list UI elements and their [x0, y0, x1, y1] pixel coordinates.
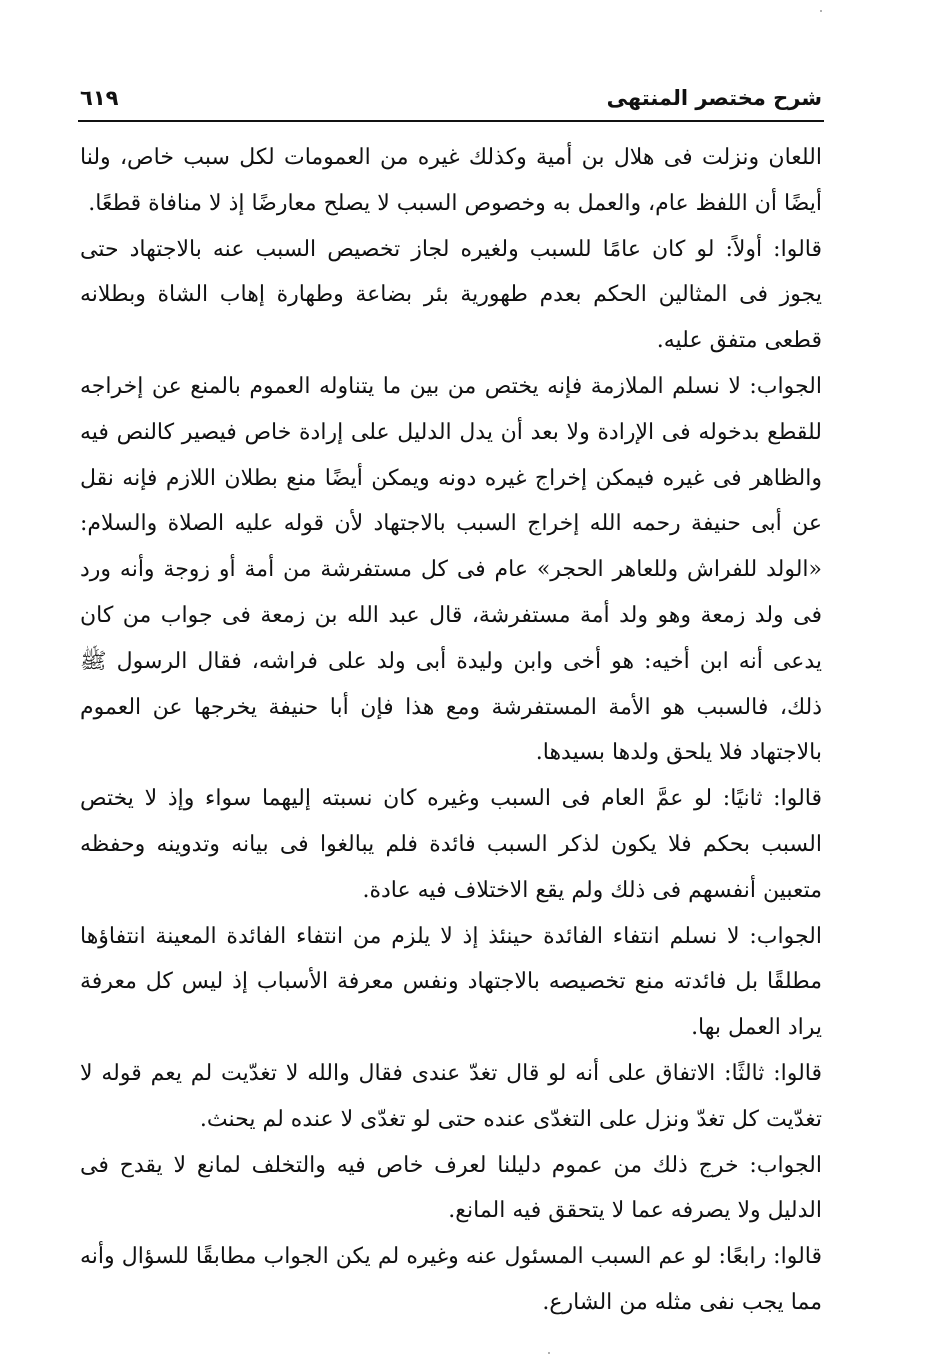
scan-speck [548, 1352, 550, 1354]
page-body [80, 135, 822, 1326]
header-rule [78, 120, 824, 122]
paragraph: الجواب: لا نسلم الملازمة فإنه يختص من بين ما يتناوله العموم بالمنع عن إخراجه للقطع بدخوله فى الإرادة ولا بعد أن يدل الدليل على إرادة خاص فيصير كالنص فيه والظاهر فى غيره فيمكن إخراج غيره دونه ويمكن أيضًا منع بطلان اللازم فإنه نقل عن أبى حنيفة رحمه الله إخراج السبب بالاجتهاد لأن قوله عليه الصلاة والسلام: «الولد للفراش وللعاهر الحجر» عام فى كل مستفرشة من أمة أو زوجة وأنه ورد فى ولد زمعة وهو ولد أمة مستفرشة، قال عبد الله بن زمعة فى جواب من كان يدعى أنه ابن أخيه: هو أخى وابن وليدة أبى ولد على فراشه، فقال الرسول ﷺ ذلك، فالسبب هو الأمة المستفرشة ومع هذا فإن أبا حنيفة يخرجها عن العموم بالاجتهاد فلا يلحق ولدها بسيدها. [80, 373, 822, 766]
page-number: ٦١٩ [80, 86, 119, 110]
scan-speck [820, 10, 822, 12]
paragraph: قالوا: رابعًا: لو عم السبب المسئول عنه وغيره لم يكن الجواب مطابقًا للسؤال وأنه مما يجب نفى مثله من الشارع. [80, 1244, 822, 1315]
paragraph: الجواب: لا نسلم انتفاء الفائدة حينئذ إذ لا يلزم من انتفاء الفائدة المعينة انتفاؤها مطلقًا بل فائدته منع تخصيصه بالاجتهاد ونفس معرفة الأسباب إذ ليس كل معرفة يراد العمل بها. [80, 923, 822, 1041]
paragraph: اللعان ونزلت فى هلال بن أمية وكذلك غيره من العمومات لكل سبب خاص، ولنا أيضًا أن اللفظ عام، والعمل به وخصوص السبب لا يصلح معارضًا إذ لا منافاة قطعًا. [80, 145, 822, 216]
paragraph: قالوا: أولاً: لو كان عامًا للسبب ولغيره لجاز تخصيص السبب عنه بالاجتهاد حتى يجوز فى المثالين الحكم بعدم طهورية بئر بضاعة وطهارة إهاب الشاة وبطلانه قطعى متفق عليه. [80, 236, 822, 354]
running-header [80, 86, 822, 122]
paragraph: قالوا: ثانيًا: لو عمَّ العام فى السبب وغيره كان نسبته إليهما سواء وإذ لا يختص السبب بحكم فلا يكون لذكر السبب فائدة فلم يبالغوا فى بيانه وتدوينه وحفظه متعبين أنفسهم فى ذلك ولم يقع الاختلاف فيه عادة. [80, 786, 822, 903]
paragraph: قالوا: ثالثًا: الاتفاق على أنه لو قال تغدّ عندى فقال والله لا تغدّيت لم يعم قوله لا تغدّيت كل تغدّ ونزل على التغدّى عنده حتى لو تغدّى لا عنده لم يحنث. [80, 1060, 822, 1132]
book-title: شرح مختصر المنتهى [606, 86, 822, 110]
paragraph: الجواب: خرج ذلك من عموم دليلنا لعرف خاص فيه والتخلف لمانع لا يقدح فى الدليل ولا يصرفه عما لا يتحقق فيه المانع. [80, 1152, 822, 1224]
